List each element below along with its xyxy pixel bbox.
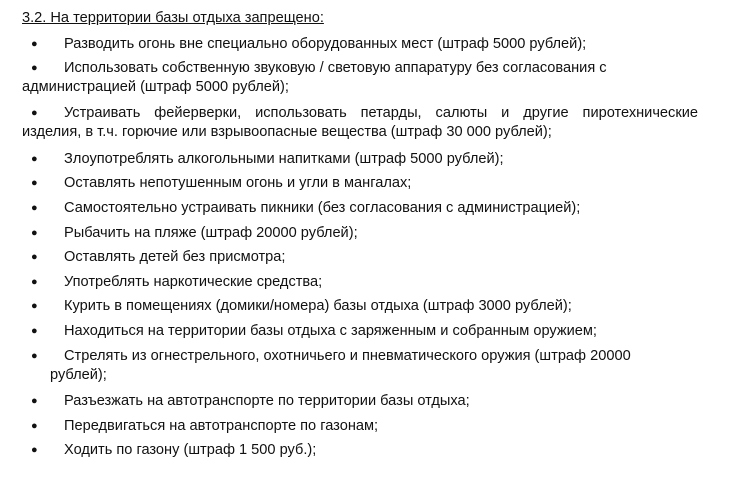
- bullet-icon: ●: [31, 325, 38, 337]
- bullet-icon: ●: [31, 38, 38, 50]
- bullet-icon: ●: [31, 107, 38, 119]
- list-item-continuation: изделия, в т.ч. горючие или взрывоопасные вещества (штраф 30 000 рублей);: [22, 124, 552, 140]
- bullet-icon: ●: [31, 62, 38, 74]
- list-item: [22, 347, 698, 385]
- list-item-text: Курить в помещениях (домики/номера) базы отдыха (штраф 3000 рублей);: [64, 298, 572, 314]
- list-item: [22, 322, 698, 341]
- list-item: [22, 297, 698, 316]
- list-item-text: Стрелять из огнестрельного, охотничьего и пневматического оружия (штраф 20000: [64, 348, 631, 364]
- list-item-text: Рыбачить на пляже (штраф 20000 рублей);: [64, 225, 358, 241]
- bullet-icon: ●: [31, 420, 38, 432]
- bullet-icon: ●: [31, 350, 38, 362]
- list-item-text: Находиться на территории базы отдыха с заряженным и собранным оружием;: [64, 323, 597, 339]
- list-item-text: Оставлять детей без присмотра;: [64, 249, 286, 265]
- list-item-text: Злоупотреблять алкогольными напитками (штраф 5000 рублей);: [64, 151, 504, 167]
- list-item-text: Устраивать фейерверки, использовать петарды, салюты и другие пиротехнические: [64, 105, 698, 121]
- bullet-icon: ●: [31, 251, 38, 263]
- list-item: [22, 174, 698, 193]
- list-item-text: Употреблять наркотические средства;: [64, 274, 323, 290]
- bullet-icon: ●: [31, 177, 38, 189]
- list-item: [22, 248, 698, 267]
- bullet-icon: ●: [31, 395, 38, 407]
- bullet-icon: ●: [31, 300, 38, 312]
- list-item: [22, 35, 698, 54]
- bullet-icon: ●: [31, 153, 38, 165]
- list-item: [22, 224, 698, 243]
- section-heading: 3.2. На территории базы отдыха запрещено:: [22, 10, 324, 26]
- bullet-icon: ●: [31, 444, 38, 456]
- list-item: [22, 199, 698, 218]
- list-item-text: Разводить огонь вне специально оборудованных мест (штраф 5000 рублей);: [64, 36, 587, 52]
- bullet-icon: ●: [31, 227, 38, 239]
- list-item-text: Использовать собственную звуковую / световую аппаратуру без согласования с: [64, 60, 607, 76]
- list-item: [22, 59, 698, 97]
- list-item: [22, 441, 698, 460]
- bullet-icon: ●: [31, 276, 38, 288]
- list-item: [22, 150, 698, 169]
- list-item-text: Ходить по газону (штраф 1 500 руб.);: [64, 442, 317, 458]
- list-item: [22, 104, 698, 142]
- list-item: [22, 273, 698, 292]
- list-item-text: Оставлять непотушенным огонь и угли в мангалах;: [64, 175, 412, 191]
- list-item-continuation: администрацией (штраф 5000 рублей);: [22, 79, 289, 95]
- list-item-continuation: рублей);: [50, 367, 107, 383]
- list-item-text: Самостоятельно устраивать пикники (без согласования с администрацией);: [64, 200, 581, 216]
- list-item-text: Разъезжать на автотранспорте по территории базы отдыха;: [64, 393, 470, 409]
- list-item: [22, 417, 698, 436]
- list-item-text: Передвигаться на автотранспорте по газонам;: [64, 418, 379, 434]
- list-item: [22, 392, 698, 411]
- bullet-icon: ●: [31, 202, 38, 214]
